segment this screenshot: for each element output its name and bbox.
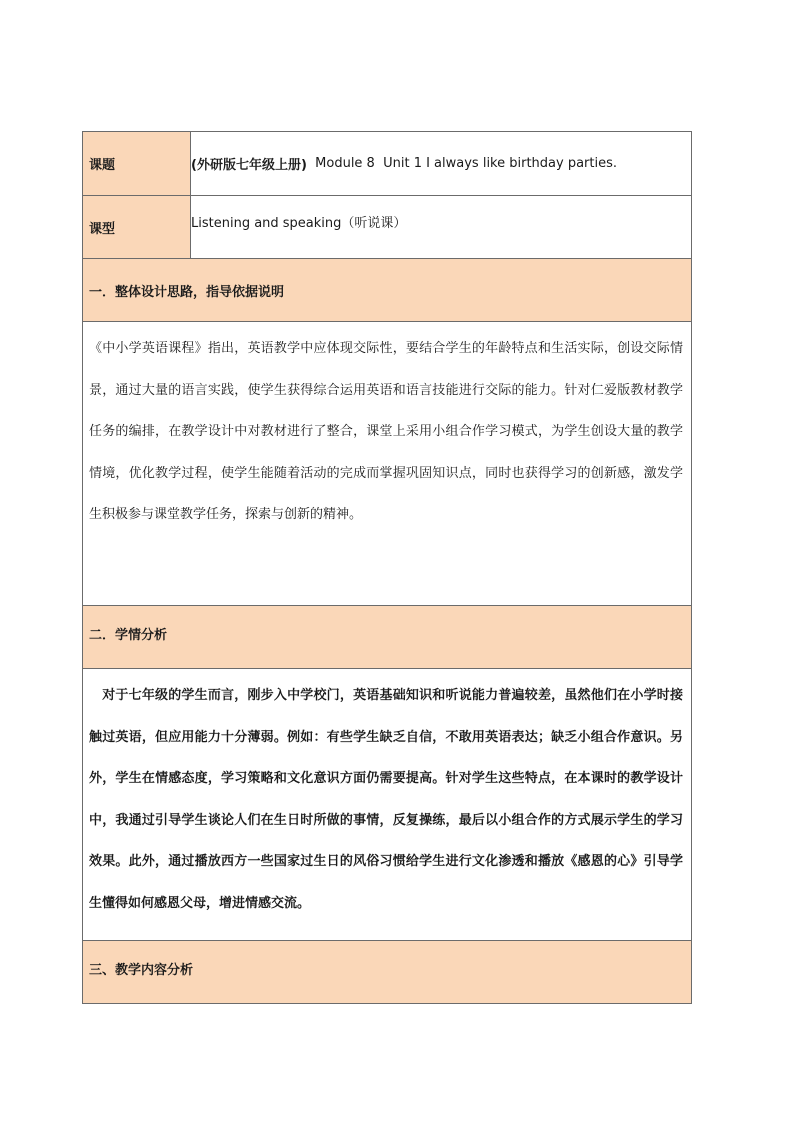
type-value: Listening and speaking（听说课） [191, 216, 407, 231]
section-heading-content: 三、教学内容分析 [83, 941, 691, 1003]
section-heading-design: 一．整体设计思路，指导依据说明 [83, 259, 691, 322]
section-body-design [83, 322, 691, 606]
topic-title: Module 8 Unit 1 I always like birthday parties. [306, 156, 618, 171]
lesson-plan-table [82, 131, 692, 1004]
topic-label: 课题 [83, 132, 191, 195]
type-label: 课型 [83, 196, 191, 258]
type-row [83, 196, 691, 259]
design-paragraph: 《中小学英语课程》指出，英语教学中应体现交际性，要结合学生的年龄特点和生活实际，创设交际情景，通过大量的语言实践，使学生获得综合运用英语和语言技能进行交际的能力。针对仁爱版教材教学任务的编排，在教学设计中对教材进行了整合，课堂上采用小组合作学习模式，为学生创设大量的教学情境，优化教学过程，使学生能随着活动的完成而掌握巩固知识点，同时也获得学习的创新感，激发学生积极参与课堂教学任务，探索与创新的精神。 [89, 341, 683, 522]
topic-value [191, 132, 691, 195]
section-heading-students: 二．学情分析 [83, 606, 691, 669]
students-paragraph: 对于七年级的学生而言，刚步入中学校门，英语基础知识和听说能力普遍较差，虽然他们在小学时接触过英语，但应用能力十分薄弱。例如：有些学生缺乏自信，不敢用英语表达；缺乏小组合作意识。另外，学生在情感态度，学习策略和文化意识方面仍需要提高。针对学生这些特点，在本课时的教学设计中，我通过引导学生谈论人们在生日时所做的事情，反复操练，最后以小组合作的方式展示学生的学习效果。此外，通过播放西方一些国家过生日的风俗习惯给学生进行文化渗透和播放《感恩的心》引导学生懂得如何感恩父母，增进情感交流。 [89, 688, 683, 911]
section-body-students [83, 669, 691, 941]
topic-row [83, 132, 691, 196]
topic-edition: (外研版七年级上册) [191, 158, 307, 173]
